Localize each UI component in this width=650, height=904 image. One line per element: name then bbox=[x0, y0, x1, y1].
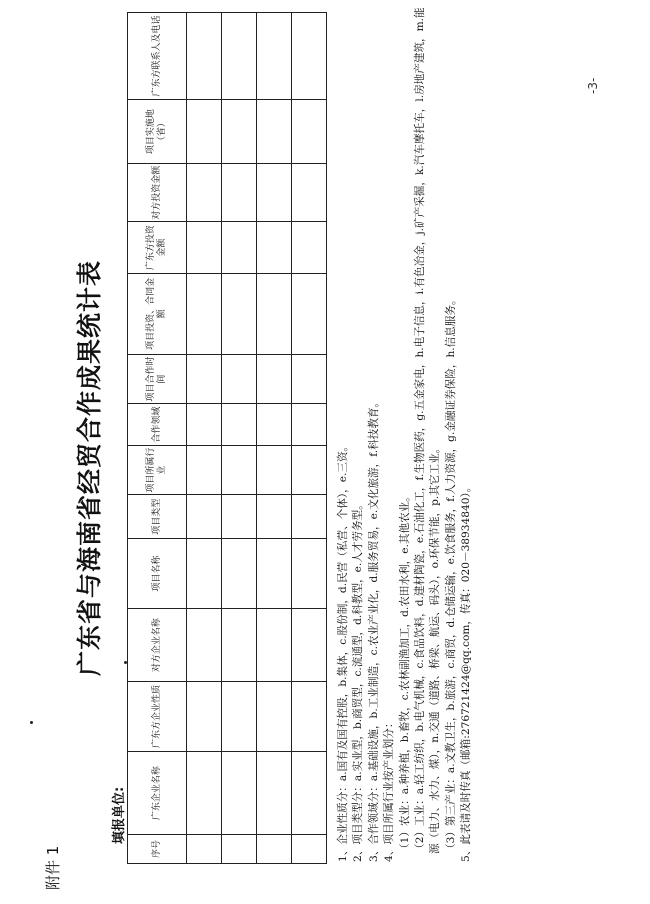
table-cell[interactable] bbox=[187, 404, 222, 445]
note-line: 5、此表请及时传真（邮箱:276721424@qq.com，传真：020－38934840）。 bbox=[460, 481, 473, 862]
table-cell[interactable] bbox=[292, 404, 327, 445]
column-header: 广东企业名称 bbox=[128, 752, 187, 835]
table-cell[interactable] bbox=[257, 538, 292, 608]
table-cell[interactable] bbox=[292, 495, 327, 538]
notes-section bbox=[336, 2, 475, 862]
table-cell[interactable] bbox=[257, 609, 292, 681]
note-line: （3）第三产业：a.文教卫生，b.旅游，c.商贸，d.仓储运输，e.饮食服务，f.人力资源，g.金融证券保险，h.信息服务。 bbox=[444, 294, 457, 854]
column-header: 广东方企业性质 bbox=[128, 681, 187, 751]
table-cell[interactable] bbox=[222, 609, 257, 681]
table-cell[interactable] bbox=[222, 681, 257, 751]
table-cell[interactable] bbox=[187, 164, 222, 222]
column-header: 序号 bbox=[128, 835, 187, 864]
table-header-row bbox=[128, 13, 187, 864]
table-cell[interactable] bbox=[292, 100, 327, 164]
table-cell[interactable] bbox=[292, 354, 327, 404]
table-cell[interactable] bbox=[187, 445, 222, 495]
column-header: 项目合作时间 bbox=[128, 354, 187, 404]
table-cell[interactable] bbox=[257, 13, 292, 100]
column-header: 广东方联系人及电话 bbox=[128, 13, 187, 100]
table-cell[interactable] bbox=[257, 404, 292, 445]
table-cell[interactable] bbox=[222, 100, 257, 164]
column-header: 合作领域 bbox=[128, 404, 187, 445]
table-cell[interactable] bbox=[187, 681, 222, 751]
table-cell[interactable] bbox=[187, 538, 222, 608]
table-cell[interactable] bbox=[187, 835, 222, 864]
filler-unit-label: 填报单位: bbox=[112, 786, 127, 844]
table-cell[interactable] bbox=[257, 100, 292, 164]
table-cell[interactable] bbox=[222, 164, 257, 222]
table-cell[interactable] bbox=[222, 538, 257, 608]
table-cell[interactable] bbox=[292, 273, 327, 354]
table-cell[interactable] bbox=[222, 404, 257, 445]
table-cell[interactable] bbox=[187, 495, 222, 538]
table-cell[interactable] bbox=[257, 164, 292, 222]
table-cell[interactable] bbox=[257, 354, 292, 404]
document-title: 广东省与海南省经贸合作成果统计表 bbox=[75, 259, 104, 676]
table-cell[interactable] bbox=[187, 222, 222, 274]
table-cell[interactable] bbox=[292, 609, 327, 681]
table-cell[interactable] bbox=[292, 445, 327, 495]
note-line: 1、企业性质分：a.国有及国有控股，b.集体，c.股份制，d.民营（私营、个体），e.三资。 bbox=[337, 440, 349, 862]
table-cell[interactable] bbox=[257, 835, 292, 864]
table-cell[interactable] bbox=[222, 13, 257, 100]
scan-speck bbox=[124, 661, 127, 664]
note-line: 2、项目类型分：a.实业型，b.商贸型，c.流通型，d.科教型，e.人才劳务型。 bbox=[352, 499, 365, 862]
table-cell[interactable] bbox=[292, 752, 327, 835]
table-cell[interactable] bbox=[187, 609, 222, 681]
table-cell[interactable] bbox=[292, 13, 327, 100]
column-header: 项目名称 bbox=[128, 538, 187, 608]
table-cell[interactable] bbox=[257, 752, 292, 835]
table-row bbox=[222, 13, 257, 864]
table-cell[interactable] bbox=[257, 273, 292, 354]
note-line: （1）农业：a.种养植，b.畜牧，c.农林副渔加工，d.农田水利，e.其他农业。 bbox=[398, 491, 411, 854]
table-row bbox=[257, 13, 292, 864]
column-header: 项目所属行业 bbox=[128, 445, 187, 495]
attachment-label: 附件 1 bbox=[44, 845, 62, 890]
table-cell[interactable] bbox=[292, 222, 327, 274]
column-header: 项目类型 bbox=[128, 495, 187, 538]
table-cell[interactable] bbox=[187, 100, 222, 164]
note-line: 4、项目所属行业按产业划分： bbox=[383, 717, 396, 862]
table-cell[interactable] bbox=[187, 273, 222, 354]
table-cell[interactable] bbox=[292, 681, 327, 751]
page-number: -3- bbox=[586, 77, 600, 94]
table-cell[interactable] bbox=[222, 752, 257, 835]
table-cell[interactable] bbox=[292, 835, 327, 864]
table-cell[interactable] bbox=[257, 445, 292, 495]
table-cell[interactable] bbox=[292, 538, 327, 608]
table-cell[interactable] bbox=[257, 222, 292, 274]
note-line: 3、合作领域分：a.基础设施，b.工业制造，c.农业产业化，d.服务贸易，e.文化旅游，f.科技教育。 bbox=[367, 396, 380, 862]
note-line: （2）工业：a.轻工纺织，b.电气机械，c.食品饮料，d.建材陶瓷，e.石油化工，f.生物医药，g.五金家电，h.电子信息，i.有色冶金，j.矿产采掘，k.汽车摩托车，l.房地产建筑，m.能源（电力、水力、煤），n.交通（道路、桥梁、航运、码头），o.环保节能，p.其它工业。 bbox=[414, 7, 442, 854]
table-cell[interactable] bbox=[187, 13, 222, 100]
table-cell[interactable] bbox=[222, 495, 257, 538]
column-header: 广东方投资金额 bbox=[128, 222, 187, 274]
column-header: 项目投资、合同金额 bbox=[128, 273, 187, 354]
table-cell[interactable] bbox=[292, 164, 327, 222]
table-row bbox=[292, 13, 327, 864]
column-header: 对方投资金额 bbox=[128, 164, 187, 222]
table-cell[interactable] bbox=[257, 681, 292, 751]
column-header: 对方企业名称 bbox=[128, 609, 187, 681]
table-cell[interactable] bbox=[257, 495, 292, 538]
table-row bbox=[187, 13, 222, 864]
column-header: 项目实施地（省） bbox=[128, 100, 187, 164]
table-cell[interactable] bbox=[222, 273, 257, 354]
table-cell[interactable] bbox=[187, 354, 222, 404]
table-cell[interactable] bbox=[222, 354, 257, 404]
statistics-table bbox=[127, 12, 327, 864]
scan-speck bbox=[30, 721, 33, 724]
table-cell[interactable] bbox=[222, 835, 257, 864]
table-cell[interactable] bbox=[187, 752, 222, 835]
table-cell[interactable] bbox=[222, 222, 257, 274]
table-cell[interactable] bbox=[222, 445, 257, 495]
